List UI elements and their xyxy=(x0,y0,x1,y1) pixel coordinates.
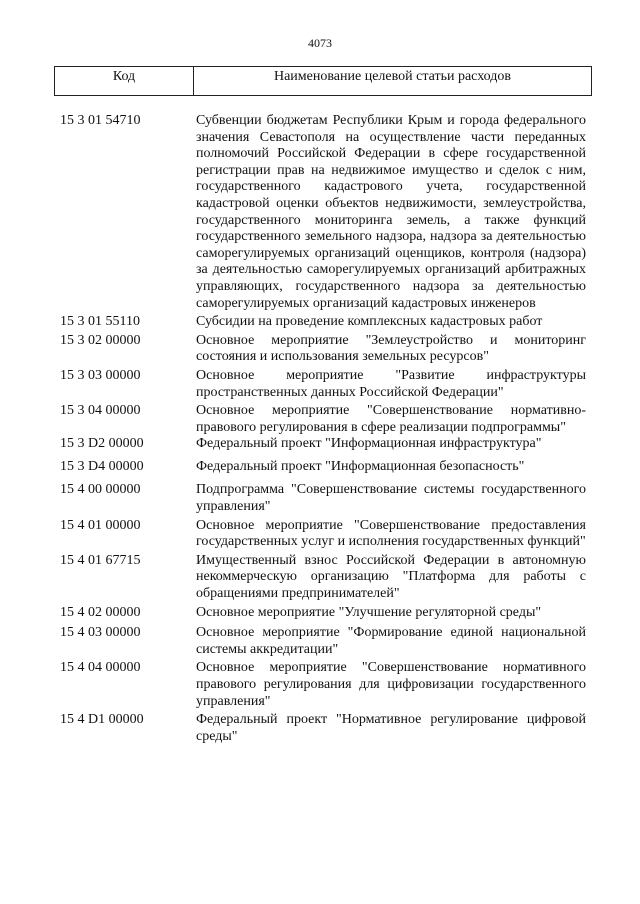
list-item xyxy=(0,605,640,622)
item-code: 15 3 04 00000 xyxy=(60,403,141,419)
item-description: Субвенции бюджетам Республики Крым и города федерального значения Севастополя на осуществление части переданных полномочий Российской Федерации в сфере государственной регистрации прав на недвижимое имущество и сделок с ним, государственного кадастрового учета, государственной кадастровой оценки объектов недвижимости, землеустройства, государственного мониторинга земель, а также функций государственного земельного надзора, надзора за деятельностью саморегулируемых организаций оценщиков, контроля (надзора) за деятельностью саморегулируемых организаций арбитражных управляющих, государственного надзора за деятельностью саморегулируемых организаций кадастровых инженеров xyxy=(196,113,586,311)
column-header-code: Код xyxy=(55,67,194,95)
item-description: Федеральный проект "Информационная безопасность" xyxy=(196,458,525,474)
list-item xyxy=(0,459,640,476)
item-description: Подпрограмма "Совершенствование системы государственного управления" xyxy=(196,482,586,515)
list-item xyxy=(0,113,640,312)
item-description: Основное мероприятие "Формирование единой национальной системы аккредитации" xyxy=(196,625,586,657)
item-code: 15 4 04 00000 xyxy=(60,660,141,676)
item-description: Имущественный взнос Российской Федерации в автономную некоммерческую организацию "Платформа для работы с обращениями предпринимателей" xyxy=(196,552,586,602)
list-item xyxy=(0,518,640,551)
list-item xyxy=(0,403,640,436)
item-description: Основное мероприятие "Улучшение регуляторной среды" xyxy=(196,604,542,620)
item-code: 15 3 D4 00000 xyxy=(60,458,144,474)
page-number: 4073 xyxy=(308,36,332,50)
list-item xyxy=(0,660,640,710)
item-code: 15 4 03 00000 xyxy=(60,625,141,641)
item-code: 15 3 02 00000 xyxy=(60,332,141,348)
column-header-name: Наименование целевой статьи расходов xyxy=(273,69,512,84)
list-item xyxy=(0,368,640,401)
budget-items-list xyxy=(0,113,640,747)
item-code: 15 3 D2 00000 xyxy=(60,436,144,452)
item-code: 15 3 01 54710 xyxy=(60,113,141,128)
item-description: Основное мероприятие "Совершенствование нормативного правового регулирования для цифровизации государственного управления" xyxy=(196,660,586,709)
item-code: 15 4 01 67715 xyxy=(60,552,141,568)
item-code: 15 4 01 00000 xyxy=(60,517,141,533)
list-item xyxy=(0,314,640,331)
item-code: 15 4 00 00000 xyxy=(60,482,141,498)
item-description: Основное мероприятие "Совершенствование нормативно-правового регулирования в сфере реализации подпрограммы" xyxy=(196,403,586,435)
item-code: 15 3 03 00000 xyxy=(60,367,141,383)
list-item xyxy=(0,625,640,658)
list-item xyxy=(0,482,640,515)
list-item xyxy=(0,712,640,745)
list-item xyxy=(0,436,640,453)
item-description: Основное мероприятие "Землеустройство и мониторинг состояния и использования земельных ресурсов" xyxy=(196,332,586,365)
item-description: Субсидии на проведение комплексных кадастровых работ xyxy=(196,314,543,330)
table-header xyxy=(54,66,592,96)
item-code: 15 4 02 00000 xyxy=(60,604,141,620)
list-item xyxy=(0,553,640,603)
item-code: 15 4 D1 00000 xyxy=(60,712,144,728)
item-description: Основное мероприятие "Совершенствование предоставления государственных услуг и исполнения государственных функций" xyxy=(196,517,586,550)
item-description: Основное мероприятие "Развитие инфраструктуры пространственных данных Российской Федерации" xyxy=(196,367,586,400)
item-code: 15 3 01 55110 xyxy=(60,314,140,330)
item-description: Федеральный проект "Нормативное регулирование цифровой среды" xyxy=(196,712,586,744)
item-description: Федеральный проект "Информационная инфраструктура" xyxy=(196,436,542,452)
list-item xyxy=(0,333,640,366)
